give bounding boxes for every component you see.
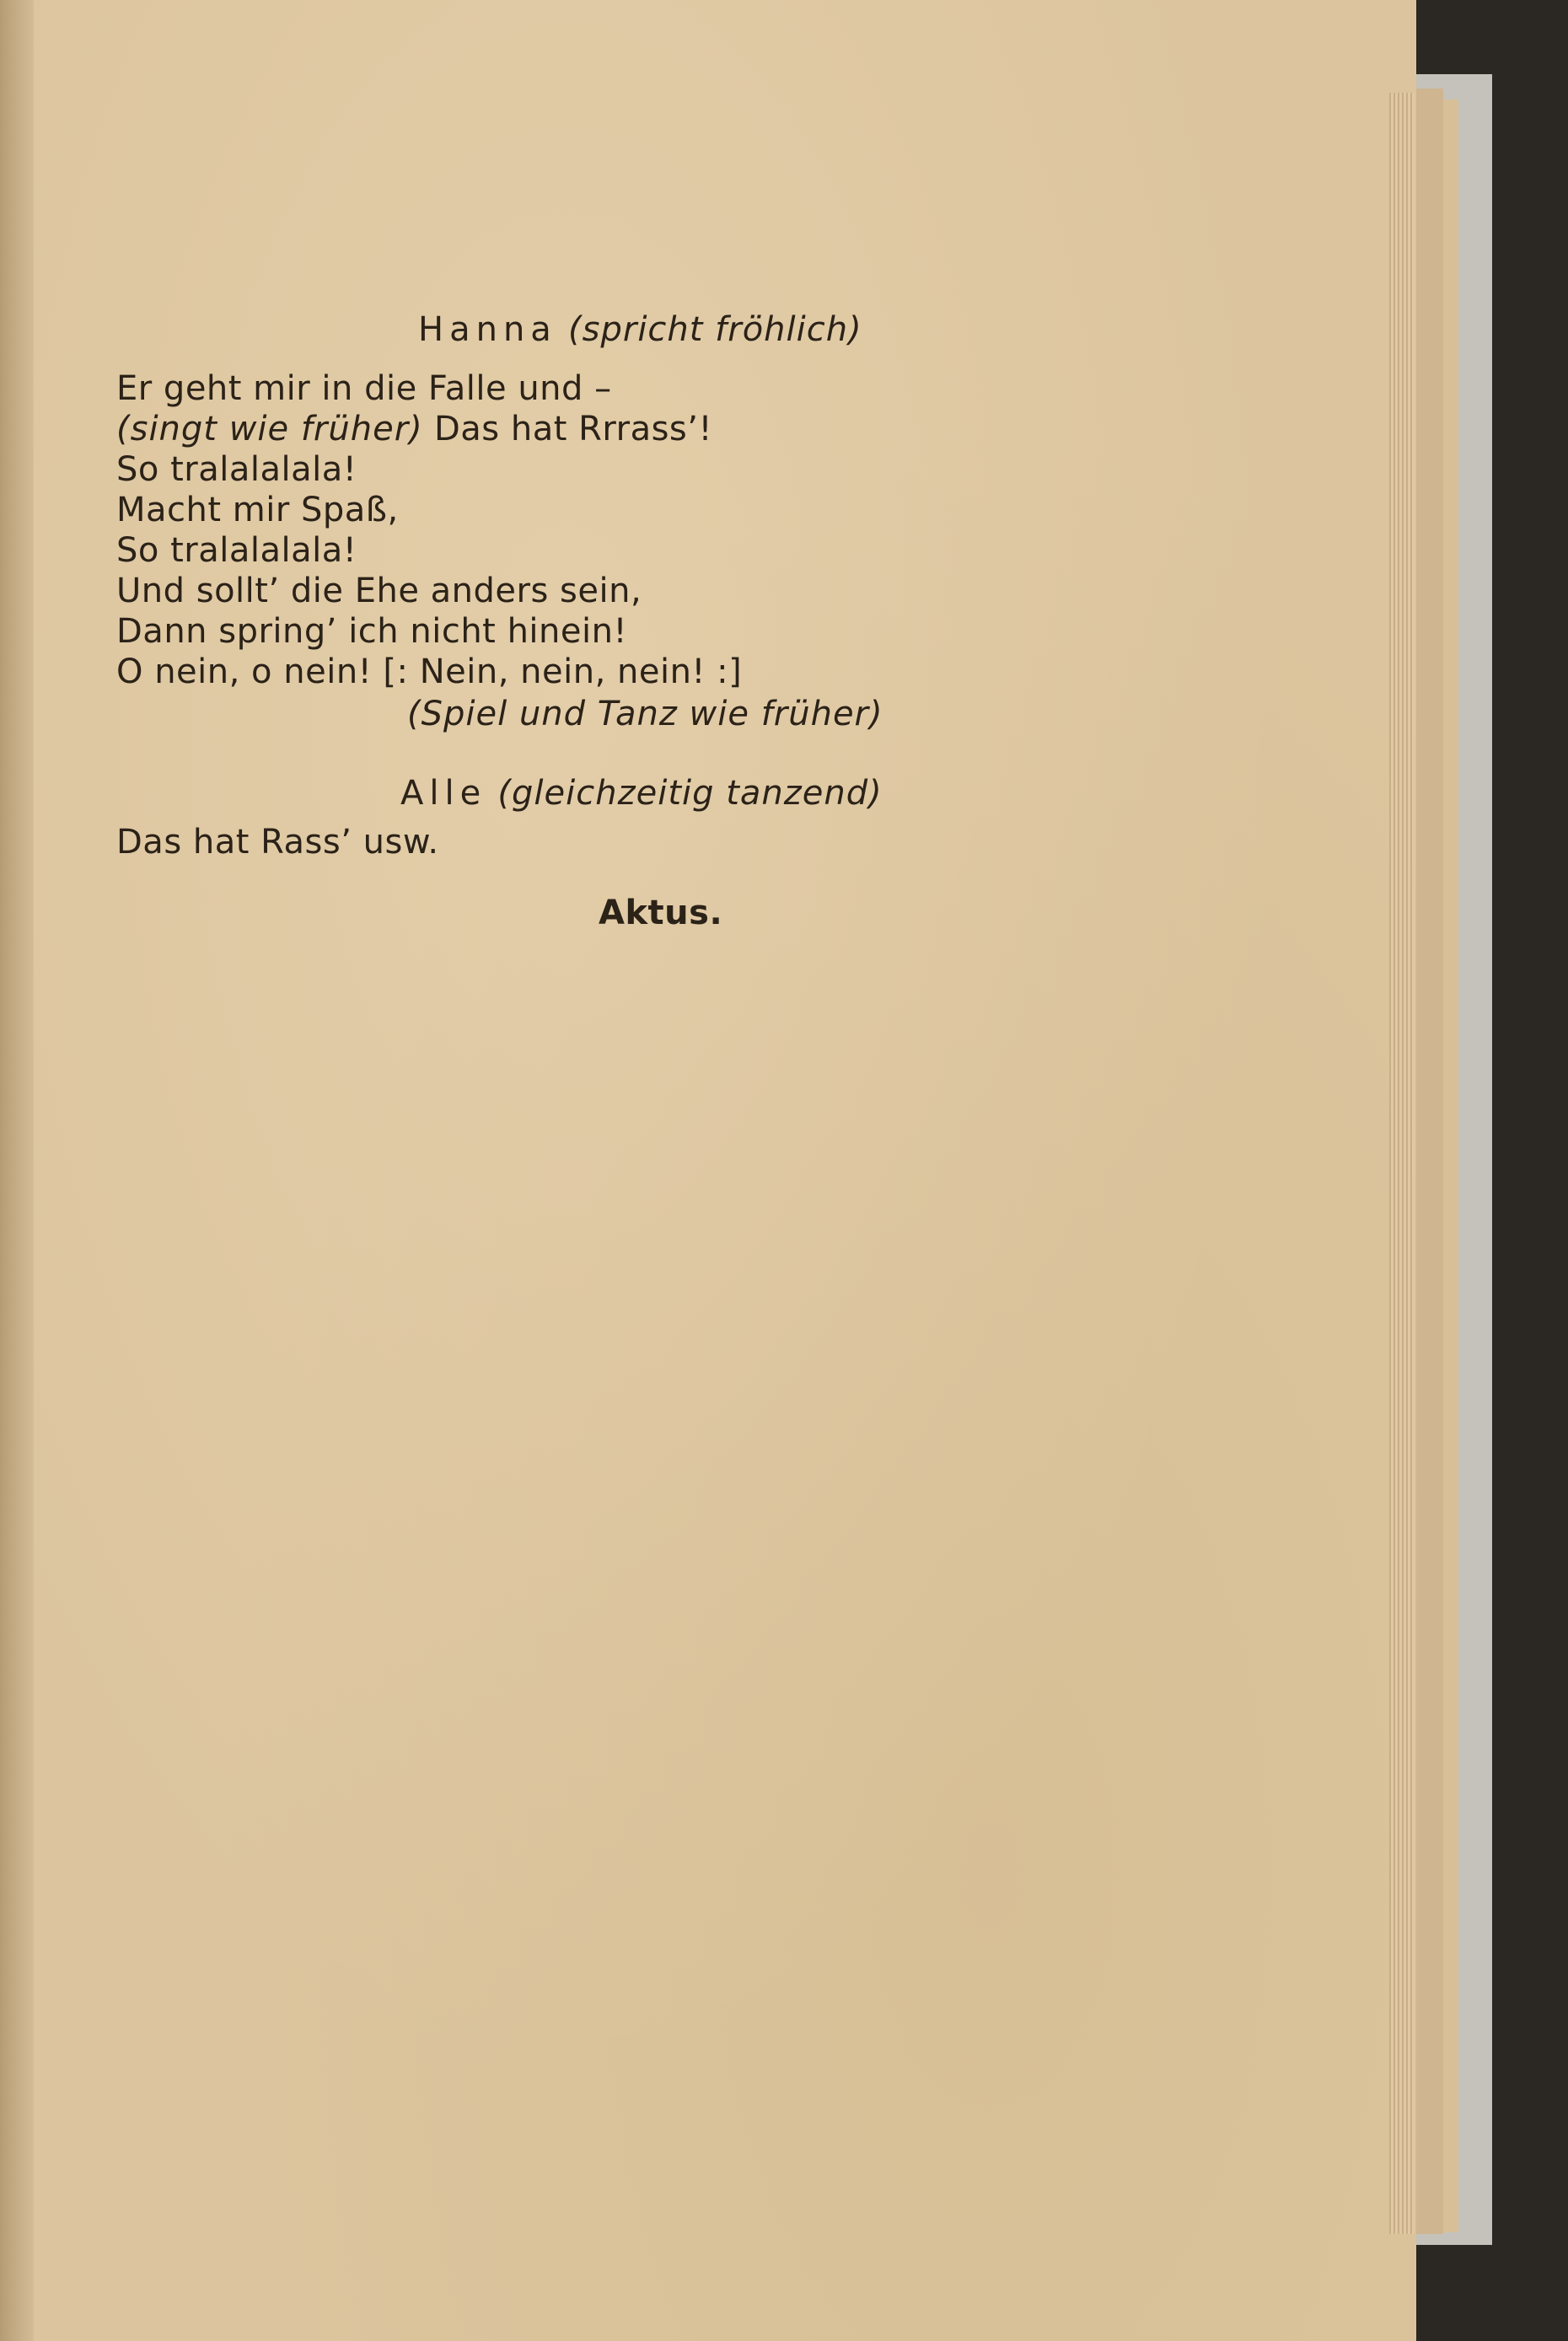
sung-direction: (singt wie früher) [116, 410, 423, 448]
stage-direction: (Spiel und Tanz wie früher) [407, 695, 883, 733]
speaker-name-alle: Alle [400, 774, 487, 813]
verse-line-2-text: Das hat Rrrass’! [433, 410, 713, 448]
page-edge-texture [1389, 93, 1415, 2234]
verse-line-8: O nein, o nein! [: Nein, nein, nein! :] [116, 652, 743, 691]
verse-line-3: So tralalalala! [116, 450, 357, 489]
verse-line-2 [116, 410, 712, 448]
verse-line-6: Und sollt’ die Ehe anders sein, [116, 572, 642, 610]
speaker-direction: (spricht fröhlich) [568, 310, 862, 349]
speaker-direction-alle: (gleichzeitig tanzend) [497, 774, 883, 813]
speaker-name: Hanna [418, 310, 557, 349]
act-end-heading: Aktus. [599, 894, 723, 932]
verse-line-1: Er geht mir in die Falle und – [116, 369, 612, 408]
page-gutter [0, 0, 34, 2341]
verse-line-5: So tralalalala! [116, 531, 357, 570]
speaker-alle-line [400, 774, 883, 813]
verse-line-4: Macht mir Spaß, [116, 491, 399, 529]
alle-line: Das hat Rass’ usw. [116, 823, 439, 862]
speaker-hanna-line [418, 310, 862, 349]
verse-line-7: Dann spring’ ich nicht hinein! [116, 612, 627, 651]
